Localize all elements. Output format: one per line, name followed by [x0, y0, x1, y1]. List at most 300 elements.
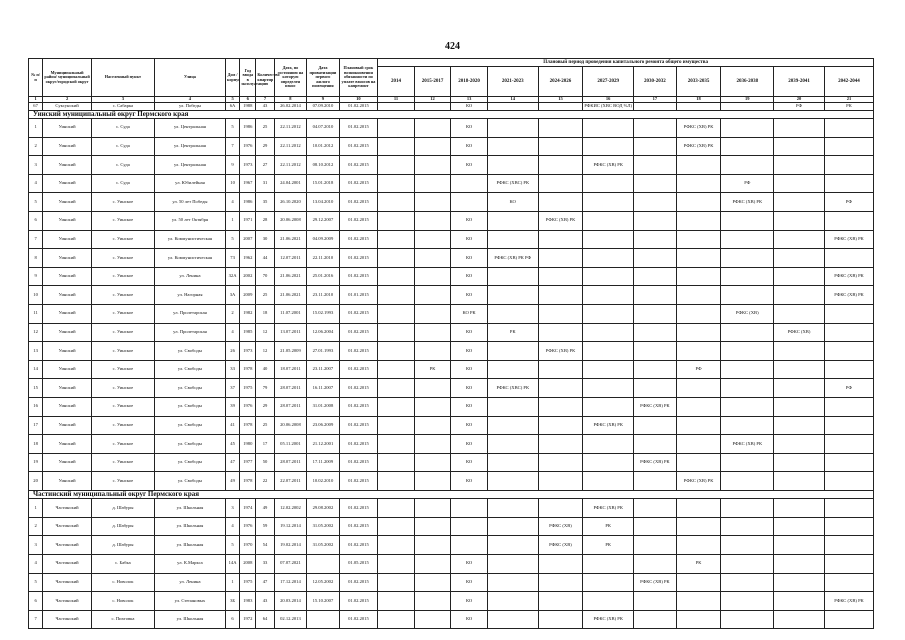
row-period-cell [451, 517, 488, 536]
row-period-cell [676, 453, 721, 472]
row-period-cell: РФКС (ХВ) РК [676, 137, 721, 156]
row-number: 67 [29, 102, 43, 110]
row-period-cell [487, 499, 538, 518]
row-privatization-date: 04.09.2009 [307, 230, 339, 249]
row-privatization-date: 21.12.2001 [307, 435, 339, 454]
row-district: Уинский [43, 137, 92, 156]
row-period-cell [774, 416, 825, 435]
row-period-cell [487, 342, 538, 361]
row-inspection-date: 22.11.2012 [274, 137, 306, 156]
row-number: 4 [29, 555, 43, 574]
row-house: 37 [225, 379, 239, 398]
row-street: ул. Свободы [154, 416, 225, 435]
row-period-cell [634, 472, 677, 491]
row-period-cell: РФКС (ХВ) РК [583, 416, 634, 435]
row-number: 17 [29, 416, 43, 435]
row-period-cell [583, 137, 634, 156]
column-number: 17 [634, 97, 677, 103]
row-period-cell [824, 472, 873, 491]
row-deadline: 01.05.2015 [339, 555, 378, 574]
row-period-cell: РФКС (ХВ) РК [634, 397, 677, 416]
row-house: 4 [225, 323, 239, 342]
row-period-cell [824, 119, 873, 138]
row-period-cell [676, 102, 721, 110]
row-period-cell: КО [451, 360, 488, 379]
row-period-cell: РФКС (ХВ) РК [634, 573, 677, 592]
row-privatization-date: 23.11.2007 [307, 360, 339, 379]
row-period-cell [824, 249, 873, 268]
row-privatization-date: 16.11.2007 [307, 379, 339, 398]
row-period-cell [487, 573, 538, 592]
row-number: 19 [29, 453, 43, 472]
row-period-cell [378, 536, 415, 555]
row-period-cell: РК [583, 517, 634, 536]
row-period-cell [774, 397, 825, 416]
row-street: ул. Свободы [154, 360, 225, 379]
row-period-cell [676, 379, 721, 398]
row-inspection-date: 26.10.2020 [274, 193, 306, 212]
header-locality: Населенный пункт [91, 59, 154, 97]
row-period-cell [774, 137, 825, 156]
row-number: 15 [29, 379, 43, 398]
row-period-cell [676, 156, 721, 175]
row-period-cell: РФКС (ХВ) [538, 536, 583, 555]
row-deadline: 01.02.2015 [339, 360, 378, 379]
row-apartments: 25 [256, 286, 274, 305]
row-period-cell [634, 286, 677, 305]
row-privatization-date: 23.11.2010 [307, 286, 339, 305]
column-number: 6 [240, 97, 256, 103]
row-period-cell: РФКС (ХВ) РК [721, 193, 774, 212]
row-period-cell: РФКС (ХВ) РК [721, 435, 774, 454]
row-period-cell [824, 212, 873, 231]
table-row [29, 499, 874, 518]
row-period-cell [721, 472, 774, 491]
row-period-cell [583, 174, 634, 193]
row-deadline: 01.02.2015 [339, 249, 378, 268]
row-period-cell [774, 592, 825, 611]
row-period-cell [676, 174, 721, 193]
row-period-cell [774, 573, 825, 592]
header-period-title: Плановый период проведения капитального ремонта общего имущества [378, 59, 874, 67]
row-inspection-date: 12.07.2011 [274, 249, 306, 268]
row-district: Частинский [43, 573, 92, 592]
row-period-cell [414, 517, 451, 536]
section-title: Частинский муниципальный округ Пермского края [29, 490, 874, 498]
row-district: Уинский [43, 323, 92, 342]
row-house: 39 [225, 397, 239, 416]
row-period-cell [414, 453, 451, 472]
row-apartments: 17 [256, 435, 274, 454]
row-period-cell [721, 249, 774, 268]
row-period-cell: РК [414, 360, 451, 379]
row-locality: с. Суда [91, 119, 154, 138]
row-house: 49 [225, 472, 239, 491]
row-period-cell [487, 156, 538, 175]
row-apartments: 27 [256, 156, 274, 175]
row-street: ул. Нагорная [154, 286, 225, 305]
row-house: 33 [225, 360, 239, 379]
row-period-cell [414, 472, 451, 491]
table-body [29, 102, 874, 629]
row-period-cell [774, 517, 825, 536]
row-period-cell [414, 119, 451, 138]
table-row [29, 453, 874, 472]
header-year: 2027-2029 [583, 67, 634, 97]
row-street: ул. Ленина [154, 267, 225, 286]
table-row [29, 119, 874, 138]
row-district: Уинский [43, 342, 92, 361]
row-period-cell [378, 102, 415, 110]
row-period-cell [487, 453, 538, 472]
row-district: Уинский [43, 267, 92, 286]
row-house: 5 [225, 536, 239, 555]
row-period-cell [721, 610, 774, 629]
row-apartments: 43 [256, 102, 274, 110]
row-district: Уинский [43, 193, 92, 212]
row-period-cell [378, 517, 415, 536]
row-number: 10 [29, 286, 43, 305]
row-inspection-date: 21.06.2021 [274, 267, 306, 286]
row-period-cell [378, 435, 415, 454]
row-deadline: 01.02.2015 [339, 573, 378, 592]
row-period-cell [824, 517, 873, 536]
row-period-cell [414, 323, 451, 342]
row-period-cell [487, 472, 538, 491]
column-number: 14 [487, 97, 538, 103]
table-row [29, 517, 874, 536]
table-row [29, 342, 874, 361]
row-year-built: 1975 [240, 379, 256, 398]
row-deadline: 01.02.2015 [339, 156, 378, 175]
row-number: 8 [29, 249, 43, 268]
row-period-cell [824, 610, 873, 629]
row-period-cell [676, 193, 721, 212]
row-deadline: 01.02.2015 [339, 212, 378, 231]
row-house: 26 [225, 342, 239, 361]
row-period-cell [721, 592, 774, 611]
table-row [29, 193, 874, 212]
row-district: Уинский [43, 360, 92, 379]
row-house: 41 [225, 416, 239, 435]
row-street: ул. Центральная [154, 119, 225, 138]
row-period-cell [634, 499, 677, 518]
row-locality: с. Уинское [91, 212, 154, 231]
row-period-cell: КО [451, 137, 488, 156]
row-period-cell [538, 555, 583, 574]
table-row [29, 286, 874, 305]
row-district: Уинский [43, 156, 92, 175]
header-year: 2030-2032 [634, 67, 677, 97]
row-street: ул. Степановых [154, 592, 225, 611]
row-street: ул. 50 лет Победы [154, 193, 225, 212]
row-period-cell: РК [487, 323, 538, 342]
row-period-cell: КО [451, 435, 488, 454]
row-locality: д. Шабуры [91, 499, 154, 518]
row-period-cell [824, 435, 873, 454]
row-privatization-date: 29.12.2007 [307, 212, 339, 231]
row-apartments: 33 [256, 555, 274, 574]
row-street: ул. Пролетарская [154, 305, 225, 324]
table-row [29, 379, 874, 398]
row-inspection-date: 18.07.2011 [274, 360, 306, 379]
row-period-cell [721, 137, 774, 156]
row-privatization-date: 12.05.2002 [307, 573, 339, 592]
row-apartments: 18 [256, 305, 274, 324]
row-inspection-date: 28.07.2011 [274, 453, 306, 472]
row-year-built: 1977 [240, 453, 256, 472]
row-period-cell: КО [451, 555, 488, 574]
row-period-cell [378, 212, 415, 231]
row-privatization-date: 07.09.2010 [307, 102, 339, 110]
row-period-cell [583, 435, 634, 454]
row-locality: с. Уинское [91, 360, 154, 379]
row-apartments: 30 [256, 230, 274, 249]
row-locality: с. Уинское [91, 397, 154, 416]
row-period-cell [487, 360, 538, 379]
row-period-cell [451, 536, 488, 555]
row-period-cell: РФКИС (ХВС ВОД %Л) [583, 102, 634, 110]
header-year: 2024-2026 [538, 67, 583, 97]
row-year-built: 1976 [240, 397, 256, 416]
row-number: 12 [29, 323, 43, 342]
row-period-cell [774, 453, 825, 472]
row-period-cell [824, 555, 873, 574]
row-period-cell [378, 453, 415, 472]
row-period-cell [538, 323, 583, 342]
row-period-cell [378, 119, 415, 138]
row-period-cell [634, 323, 677, 342]
row-period-cell [414, 174, 451, 193]
row-period-cell [721, 555, 774, 574]
row-period-cell [634, 305, 677, 324]
row-deadline: 01.02.2015 [339, 435, 378, 454]
row-privatization-date: 10.01.2012 [307, 137, 339, 156]
row-deadline: 01.02.2015 [339, 137, 378, 156]
row-period-cell [774, 230, 825, 249]
row-apartments: 64 [256, 610, 274, 629]
row-period-cell [634, 230, 677, 249]
row-period-cell [414, 137, 451, 156]
row-period-cell: КО [451, 453, 488, 472]
row-house: 10 [225, 174, 239, 193]
row-period-cell [774, 499, 825, 518]
row-period-cell [676, 536, 721, 555]
row-house: 5 [225, 230, 239, 249]
row-period-cell [774, 379, 825, 398]
row-locality: с. Уинское [91, 286, 154, 305]
header-commission-date: Дата приватизации первого жилого помещения [307, 59, 339, 97]
row-apartments: 49 [256, 499, 274, 518]
row-period-cell: РФКС (ХВ) [774, 323, 825, 342]
row-period-cell [774, 435, 825, 454]
row-period-cell [774, 249, 825, 268]
column-number: 10 [339, 97, 378, 103]
row-period-cell: КО [451, 267, 488, 286]
header-house: Дом / корпус [225, 59, 239, 97]
row-period-cell [774, 305, 825, 324]
row-privatization-date: 15.10.2007 [307, 592, 339, 611]
row-period-cell [414, 193, 451, 212]
row-year-built: 2008 [240, 555, 256, 574]
row-street: ул. Свободы [154, 453, 225, 472]
row-number: 6 [29, 592, 43, 611]
row-period-cell [538, 435, 583, 454]
row-number: 1 [29, 119, 43, 138]
row-period-cell [824, 416, 873, 435]
header-year: 2042-2044 [824, 67, 873, 97]
row-inspection-date: 05.11.2001 [274, 435, 306, 454]
row-period-cell [676, 610, 721, 629]
row-street: ул. Свободы [154, 379, 225, 398]
row-period-cell [538, 102, 583, 110]
header-district: Муниципальный район/ муниципальный округ/городской округ [43, 59, 92, 97]
row-period-cell [378, 230, 415, 249]
row-house: 3А [225, 286, 239, 305]
row-year-built: 1973 [240, 156, 256, 175]
row-period-cell [414, 397, 451, 416]
row-number: 5 [29, 573, 43, 592]
row-inspection-date: 13.07.2011 [274, 323, 306, 342]
row-privatization-date: 29.08.2002 [307, 499, 339, 518]
row-period-cell [721, 230, 774, 249]
row-period-cell [583, 267, 634, 286]
row-period-cell: КО [451, 573, 488, 592]
row-apartments: 28 [256, 212, 274, 231]
row-period-cell [378, 499, 415, 518]
table-row [29, 573, 874, 592]
row-period-cell [414, 435, 451, 454]
row-year-built: 1980 [240, 435, 256, 454]
row-period-cell: КО [451, 249, 488, 268]
row-period-cell [634, 536, 677, 555]
row-period-cell [378, 592, 415, 611]
table-row [29, 536, 874, 555]
row-district: Уинский [43, 230, 92, 249]
row-period-cell: РК [824, 102, 873, 110]
row-deadline: 01.02.2015 [339, 499, 378, 518]
column-number: 21 [824, 97, 873, 103]
row-period-cell [634, 517, 677, 536]
row-period-cell [721, 517, 774, 536]
row-year-built: 1986 [240, 119, 256, 138]
row-number: 20 [29, 472, 43, 491]
table-row [29, 137, 874, 156]
row-period-cell [774, 193, 825, 212]
row-period-cell [538, 267, 583, 286]
header-year: 2036-2038 [721, 67, 774, 97]
row-period-cell [414, 499, 451, 518]
row-period-cell [414, 536, 451, 555]
row-period-cell [774, 212, 825, 231]
row-locality: с. Суда [91, 137, 154, 156]
row-period-cell [824, 137, 873, 156]
column-number: 3 [91, 97, 154, 103]
row-inspection-date: 11.07.2001 [274, 305, 306, 324]
row-period-cell [378, 555, 415, 574]
table-row [29, 397, 874, 416]
row-period-cell [378, 610, 415, 629]
row-period-cell [487, 267, 538, 286]
row-year-built: 1967 [240, 174, 256, 193]
table-row [29, 592, 874, 611]
header-num: № п/п [29, 59, 43, 97]
row-house: 3Б [225, 592, 239, 611]
row-locality: с. Уинское [91, 472, 154, 491]
table-row [29, 249, 874, 268]
row-period-cell: РФ [824, 193, 873, 212]
row-street: ул. Школьная [154, 517, 225, 536]
row-house: 14А [225, 555, 239, 574]
row-period-cell [824, 453, 873, 472]
row-period-cell [676, 416, 721, 435]
row-period-cell [676, 592, 721, 611]
row-deadline: 01.01.2015 [339, 286, 378, 305]
row-period-cell [634, 137, 677, 156]
row-period-cell [378, 249, 415, 268]
row-house: 1 [225, 212, 239, 231]
header-year-built: Год ввода в эксплуатацию [240, 59, 256, 97]
row-period-cell: РФКС (ХВ) РК [824, 267, 873, 286]
row-house: 1 [225, 573, 239, 592]
column-number: 19 [721, 97, 774, 103]
row-apartments: 12 [256, 323, 274, 342]
row-period-cell [583, 360, 634, 379]
row-number: 7 [29, 610, 43, 629]
row-year-built: 2002 [240, 267, 256, 286]
row-period-cell: РФКС (ХВ) РК [824, 592, 873, 611]
row-period-cell [487, 230, 538, 249]
header-year: 2039-2041 [774, 67, 825, 97]
row-year-built: 2007 [240, 230, 256, 249]
row-period-cell [414, 230, 451, 249]
row-period-cell [774, 360, 825, 379]
row-period-cell [538, 249, 583, 268]
row-district: Уинский [43, 397, 92, 416]
section-row [29, 490, 874, 498]
row-period-cell [774, 536, 825, 555]
row-period-cell [378, 137, 415, 156]
row-period-cell [634, 435, 677, 454]
row-district: Уинский [43, 453, 92, 472]
row-street: ул. К.Маркса [154, 555, 225, 574]
row-deadline: 01.02.2015 [339, 472, 378, 491]
row-period-cell: КО [451, 592, 488, 611]
row-period-cell [538, 610, 583, 629]
row-inspection-date: 22.07.2011 [274, 472, 306, 491]
row-period-cell [538, 119, 583, 138]
row-period-cell [487, 536, 538, 555]
header-year: 2015-2017 [414, 67, 451, 97]
row-district: Уинский [43, 416, 92, 435]
row-period-cell [451, 174, 488, 193]
row-year-built: 1976 [240, 137, 256, 156]
page-number: 424 [445, 41, 460, 52]
row-district: Частинский [43, 517, 92, 536]
row-district: Уинский [43, 435, 92, 454]
row-period-cell [634, 360, 677, 379]
row-period-cell [583, 573, 634, 592]
row-deadline: 01.02.2015 [339, 536, 378, 555]
row-number: 14 [29, 360, 43, 379]
row-number: 3 [29, 156, 43, 175]
row-period-cell: РФКС (ХВ) РК [538, 212, 583, 231]
row-district: Частинский [43, 592, 92, 611]
row-locality: с. Уинское [91, 453, 154, 472]
row-period-cell [378, 174, 415, 193]
row-period-cell [774, 472, 825, 491]
row-apartments: 25 [256, 119, 274, 138]
